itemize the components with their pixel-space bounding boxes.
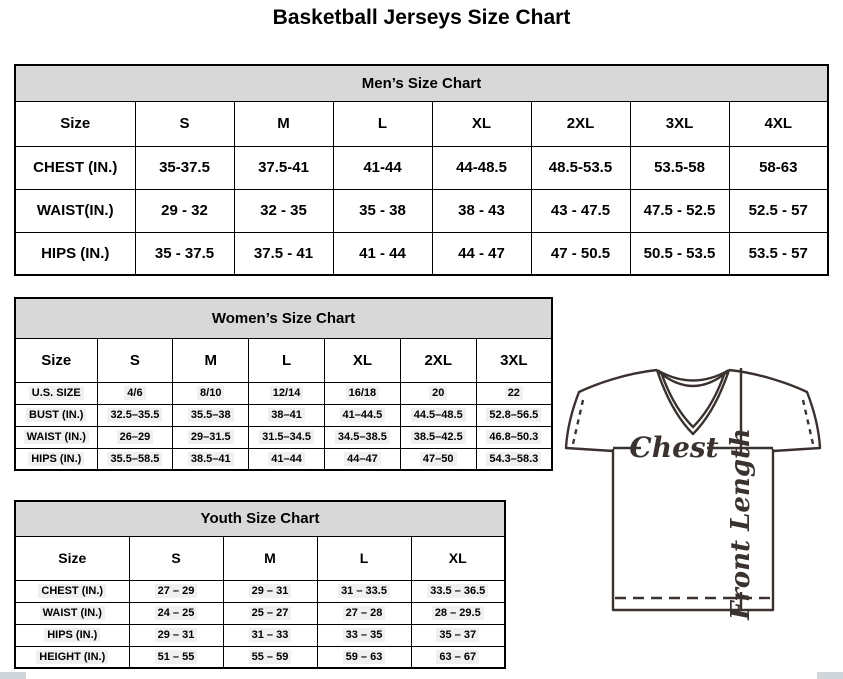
table-cell: 35.5–38 <box>173 404 249 426</box>
column-header: Size <box>15 536 129 580</box>
table-cell: 53.5-58 <box>630 146 729 189</box>
chest-label: Chest <box>629 431 719 464</box>
table-cell: 35.5–58.5 <box>97 448 173 470</box>
table-cell: 32.5–35.5 <box>97 404 173 426</box>
table-cell: 27 – 28 <box>317 602 411 624</box>
table-cell: 16/18 <box>324 382 400 404</box>
table-cell: 63 – 67 <box>411 646 505 668</box>
row-label: HIPS (IN.) <box>15 624 129 646</box>
row-label: WAIST(IN.) <box>15 189 135 232</box>
table-cell: 41-44 <box>333 146 432 189</box>
table-cell: 35-37.5 <box>135 146 234 189</box>
column-header: M <box>223 536 317 580</box>
row-label: CHEST (IN.) <box>15 580 129 602</box>
row-label: HIPS (IN.) <box>15 232 135 275</box>
table-cell: 37.5-41 <box>234 146 333 189</box>
table-cell: 34.5–38.5 <box>324 426 400 448</box>
table-row <box>15 646 505 668</box>
table-cell: 41–44 <box>249 448 325 470</box>
column-header: XL <box>324 338 400 382</box>
table-cell: 37.5 - 41 <box>234 232 333 275</box>
jersey-collar <box>659 372 727 386</box>
front-length-label: Front Length <box>726 428 756 620</box>
table-cell: 52.5 - 57 <box>729 189 828 232</box>
table-row <box>15 232 828 275</box>
table-row <box>15 382 552 404</box>
table-row <box>15 426 552 448</box>
table-cell: 47 - 50.5 <box>531 232 630 275</box>
scrollbar-fragment-left[interactable] <box>0 672 26 679</box>
column-header: L <box>249 338 325 382</box>
womens-size-table <box>14 297 553 471</box>
table-cell: 25 – 27 <box>223 602 317 624</box>
column-header: 3XL <box>476 338 552 382</box>
table-cell: 31 – 33 <box>223 624 317 646</box>
table-row <box>15 580 505 602</box>
table-cell: 41 - 44 <box>333 232 432 275</box>
column-header: 2XL <box>400 338 476 382</box>
table-cell: 41–44.5 <box>324 404 400 426</box>
column-header: S <box>129 536 223 580</box>
column-header: S <box>97 338 173 382</box>
column-header: M <box>173 338 249 382</box>
scrollbar-fragment-right[interactable] <box>817 672 843 679</box>
row-label: HIPS (IN.) <box>15 448 97 470</box>
column-header: XL <box>432 101 531 146</box>
table-cell: 52.8–56.5 <box>476 404 552 426</box>
table-row <box>15 448 552 470</box>
page-title: Basketball Jerseys Size Chart <box>272 6 571 29</box>
table-row <box>15 624 505 646</box>
youth-size-table <box>14 500 506 669</box>
table-cell: 59 – 63 <box>317 646 411 668</box>
column-header: 3XL <box>630 101 729 146</box>
jersey-measurement-diagram <box>558 358 842 622</box>
column-header: M <box>234 101 333 146</box>
mens-table-title: Men’s Size Chart <box>15 65 828 101</box>
youth-table-title: Youth Size Chart <box>15 501 505 536</box>
table-cell: 44-48.5 <box>432 146 531 189</box>
row-label: BUST (IN.) <box>15 404 97 426</box>
column-header: L <box>333 101 432 146</box>
table-cell: 24 – 25 <box>129 602 223 624</box>
table-row <box>15 602 505 624</box>
table-cell: 33.5 – 36.5 <box>411 580 505 602</box>
column-header: XL <box>411 536 505 580</box>
table-cell: 20 <box>400 382 476 404</box>
table-row <box>15 146 828 189</box>
table-cell: 32 - 35 <box>234 189 333 232</box>
column-header: L <box>317 536 411 580</box>
table-cell: 43 - 47.5 <box>531 189 630 232</box>
table-cell: 35 – 37 <box>411 624 505 646</box>
row-label: WAIST (IN.) <box>15 602 129 624</box>
table-cell: 50.5 - 53.5 <box>630 232 729 275</box>
row-label: WAIST (IN.) <box>15 426 97 448</box>
table-cell: 26–29 <box>97 426 173 448</box>
table-row <box>15 404 552 426</box>
table-cell: 29 – 31 <box>223 580 317 602</box>
table-row <box>15 189 828 232</box>
table-cell: 48.5-53.5 <box>531 146 630 189</box>
table-cell: 8/10 <box>173 382 249 404</box>
row-label: HEIGHT (IN.) <box>15 646 129 668</box>
table-cell: 44–47 <box>324 448 400 470</box>
table-cell: 44.5–48.5 <box>400 404 476 426</box>
table-cell: 29 - 32 <box>135 189 234 232</box>
table-cell: 12/14 <box>249 382 325 404</box>
row-label: U.S. SIZE <box>15 382 97 404</box>
row-label: CHEST (IN.) <box>15 146 135 189</box>
womens-table-title: Women’s Size Chart <box>15 298 552 338</box>
table-cell: 35 - 38 <box>333 189 432 232</box>
table-cell: 38–41 <box>249 404 325 426</box>
table-cell: 29–31.5 <box>173 426 249 448</box>
table-cell: 35 - 37.5 <box>135 232 234 275</box>
mens-size-table <box>14 64 829 276</box>
table-cell: 33 – 35 <box>317 624 411 646</box>
table-cell: 53.5 - 57 <box>729 232 828 275</box>
table-cell: 47.5 - 52.5 <box>630 189 729 232</box>
table-cell: 54.3–58.3 <box>476 448 552 470</box>
table-cell: 44 - 47 <box>432 232 531 275</box>
table-cell: 27 – 29 <box>129 580 223 602</box>
table-cell: 38.5–42.5 <box>400 426 476 448</box>
table-cell: 38.5–41 <box>173 448 249 470</box>
table-cell: 55 – 59 <box>223 646 317 668</box>
table-cell: 22 <box>476 382 552 404</box>
column-header: Size <box>15 338 97 382</box>
column-header: Size <box>15 101 135 146</box>
table-cell: 58-63 <box>729 146 828 189</box>
table-cell: 31.5–34.5 <box>249 426 325 448</box>
table-cell: 4/6 <box>97 382 173 404</box>
table-cell: 51 – 55 <box>129 646 223 668</box>
column-header: 4XL <box>729 101 828 146</box>
table-cell: 31 – 33.5 <box>317 580 411 602</box>
table-cell: 46.8–50.3 <box>476 426 552 448</box>
table-cell: 28 – 29.5 <box>411 602 505 624</box>
column-header: S <box>135 101 234 146</box>
table-cell: 29 – 31 <box>129 624 223 646</box>
table-cell: 38 - 43 <box>432 189 531 232</box>
column-header: 2XL <box>531 101 630 146</box>
table-cell: 47–50 <box>400 448 476 470</box>
